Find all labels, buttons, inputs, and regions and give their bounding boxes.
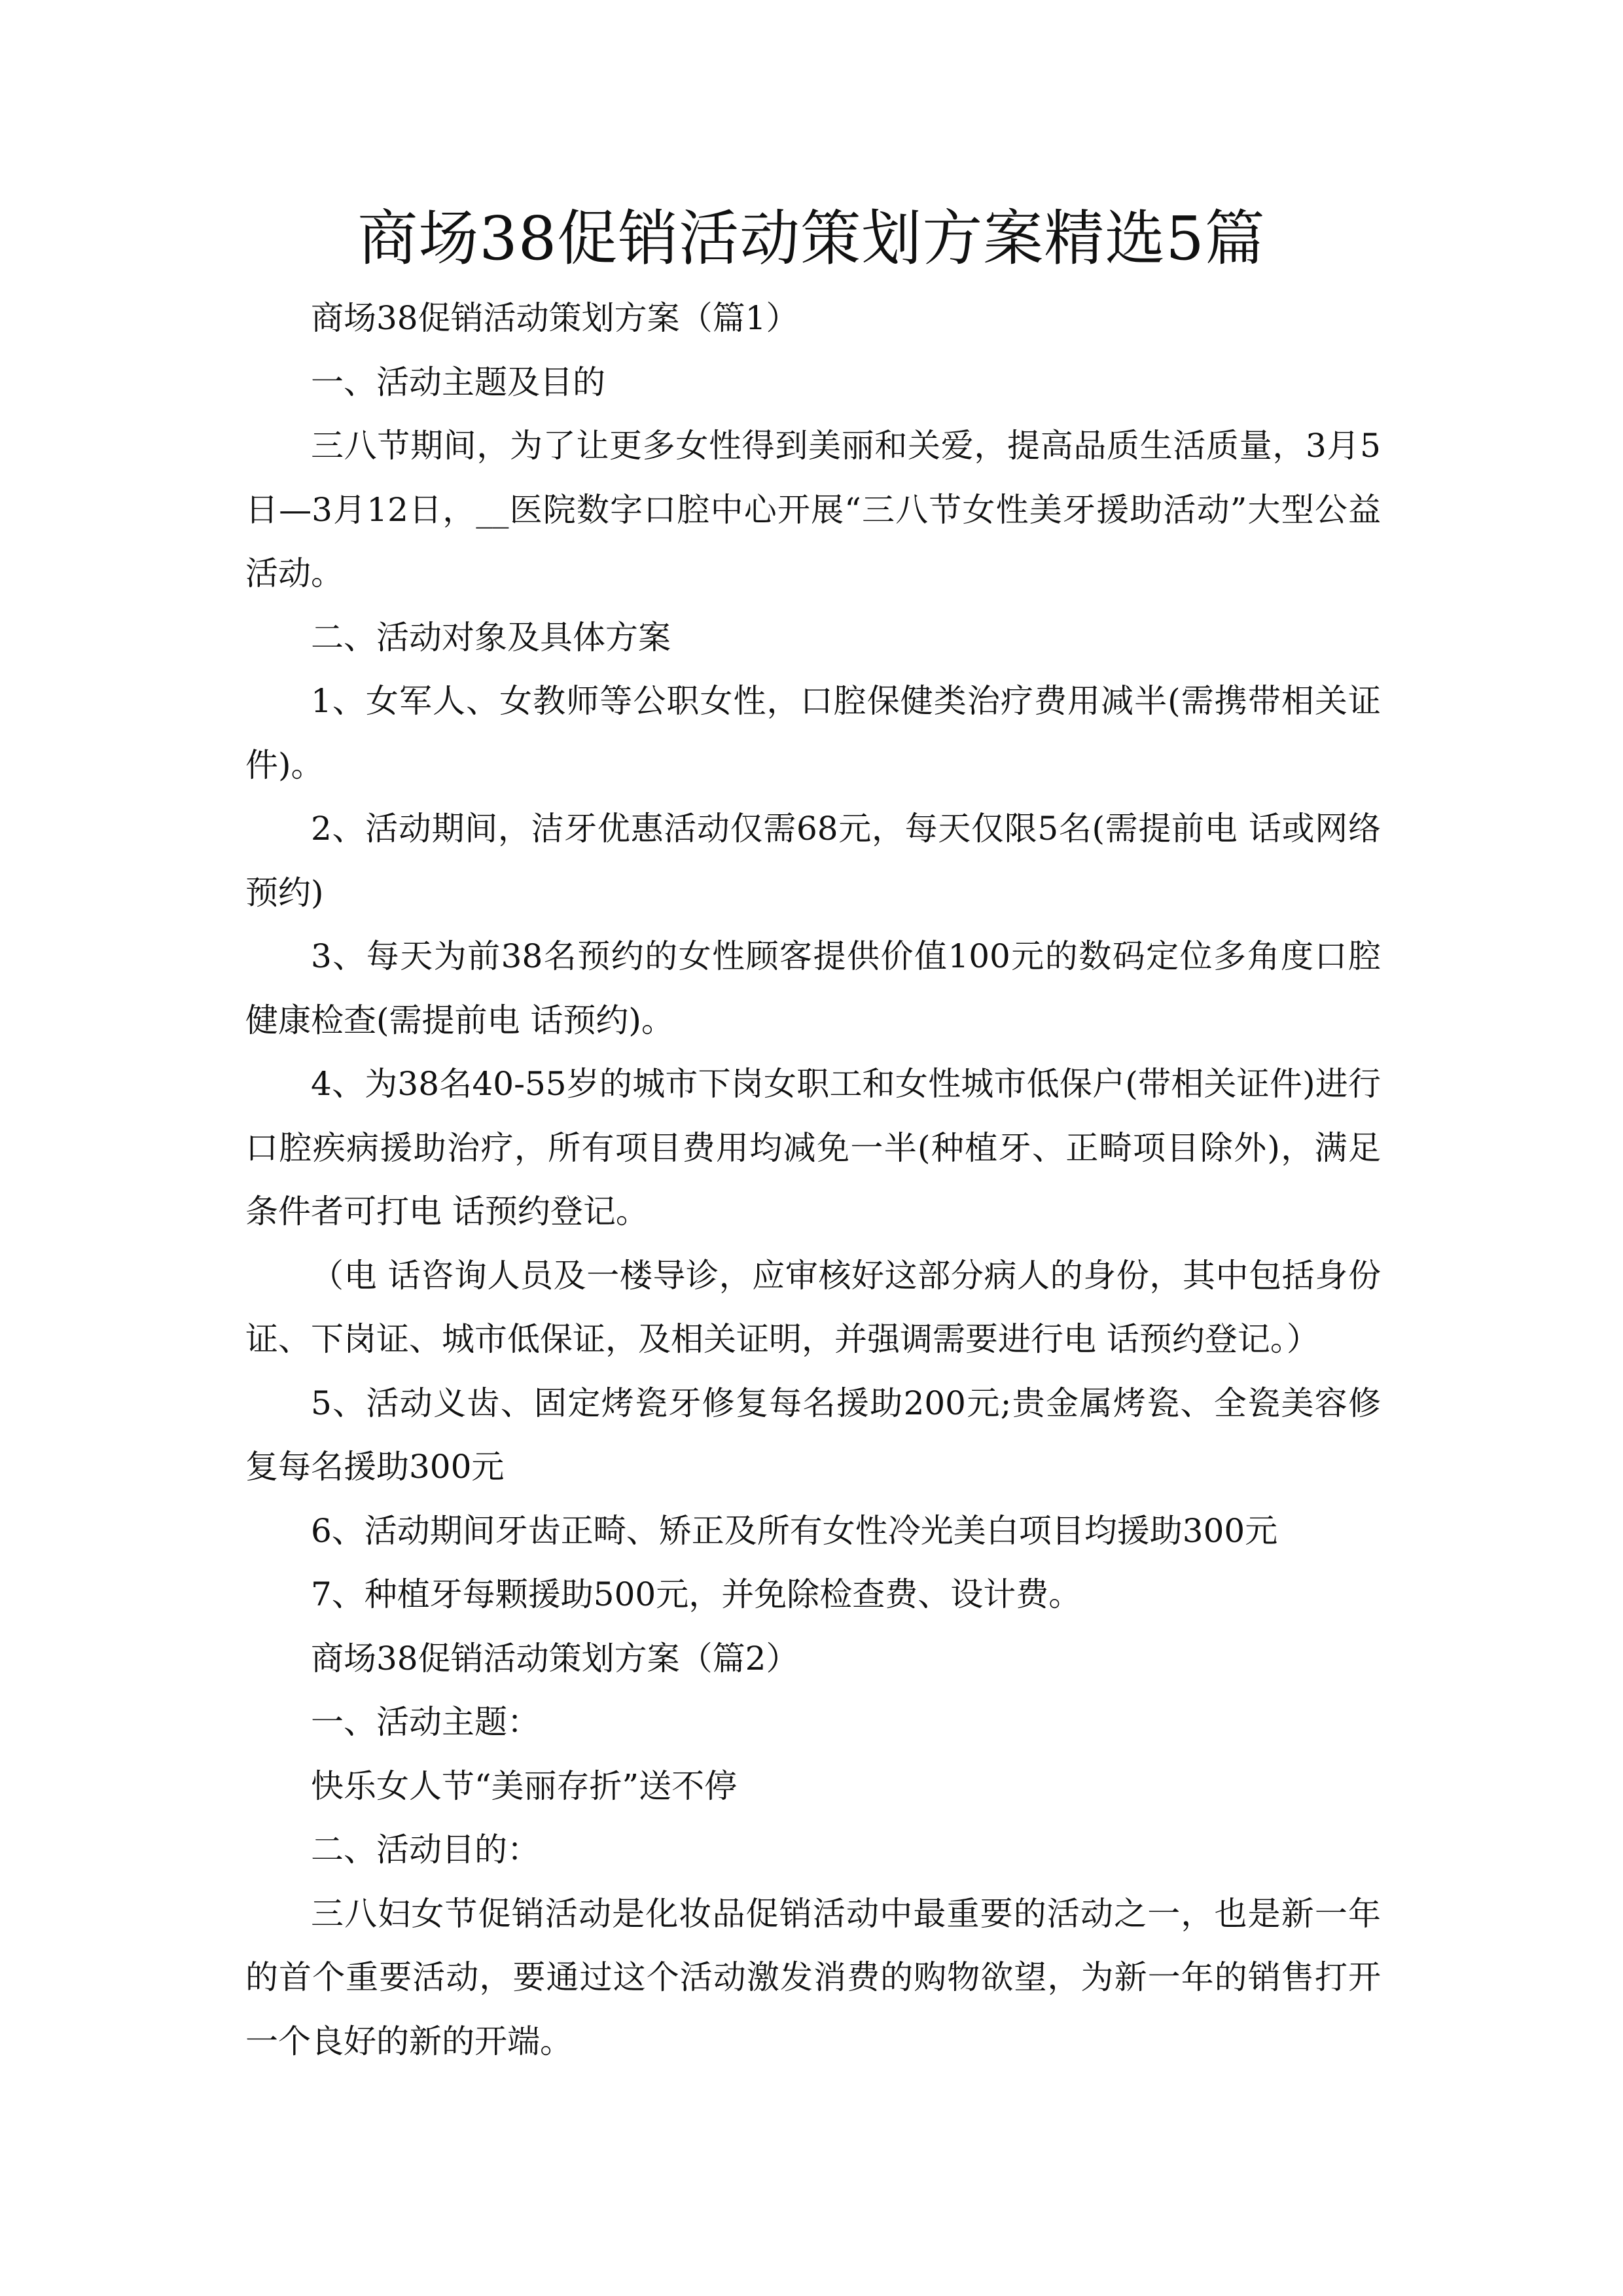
heading-targets-and-plan: 二、活动对象及具体方案 xyxy=(311,618,671,656)
heading-activity-theme: 一、活动主题： xyxy=(311,1703,540,1741)
document-body xyxy=(245,287,1381,2073)
list-item-7: 7、种植牙每颗援助500元，并免除检查费、设计费。 xyxy=(311,1575,1082,1613)
document-title: 商场38促销活动策划方案精选5篇 xyxy=(357,204,1266,274)
section-heading-part-1: 商场38促销活动策划方案（篇1） xyxy=(311,299,799,337)
list-item-5: 5、活动义齿、固定烤瓷牙修复每名援助200元;贵金属烤瓷、全瓷美容修复每名援助300元 xyxy=(245,1384,1381,1486)
paragraph-activity-slogan: 快乐女人节“美丽存折”送不停 xyxy=(311,1767,738,1805)
paragraph-theme-description: 三八节期间，为了让更多女性得到美丽和关爱，提高品质生活质量，3月5日—3月12日，__医院数字口腔中心开展“三八节女性美牙援助活动”大型公益活动。 xyxy=(245,427,1381,592)
list-item-6: 6、活动期间牙齿正畸、矫正及所有女性冷光美白项目均援助300元 xyxy=(311,1511,1278,1550)
list-item-2: 2、活动期间，洁牙优惠活动仅需68元，每天仅限5名(需提前电 话或网络预约) xyxy=(245,810,1381,912)
list-item-4: 4、为38名40-55岁的城市下岗女职工和女性城市低保户(带相关证件)进行口腔疾病援助治疗，所有项目费用均减免一半(种植牙、正畸项目除外)，满足条件者可打电 话预约登记。 xyxy=(245,1065,1381,1230)
section-heading-part-2: 商场38促销活动策划方案（篇2） xyxy=(311,1639,799,1677)
paragraph-purpose-description: 三八妇女节促销活动是化妆品促销活动中最重要的活动之一，也是新一年的首个重要活动，要通过这个活动激发消费的购物欲望，为新一年的销售打开一个良好的新的开端。 xyxy=(245,1894,1381,2060)
note-paragraph: （电 话咨询人员及一楼导诊，应审核好这部分病人的身份，其中包括身份证、下岗证、城市低保证，及相关证明，并强调需要进行电 话预约登记。） xyxy=(245,1256,1381,1358)
heading-activity-purpose: 二、活动目的： xyxy=(311,1831,540,1869)
list-item-3: 3、每天为前38名预约的女性顾客提供价值100元的数码定位多角度口腔健康检查(需提前电 话预约)。 xyxy=(245,937,1381,1039)
heading-theme-and-purpose: 一、活动主题及目的 xyxy=(311,363,605,401)
list-item-1: 1、女军人、女教师等公职女性，口腔保健类治疗费用减半(需携带相关证件)。 xyxy=(245,682,1381,784)
